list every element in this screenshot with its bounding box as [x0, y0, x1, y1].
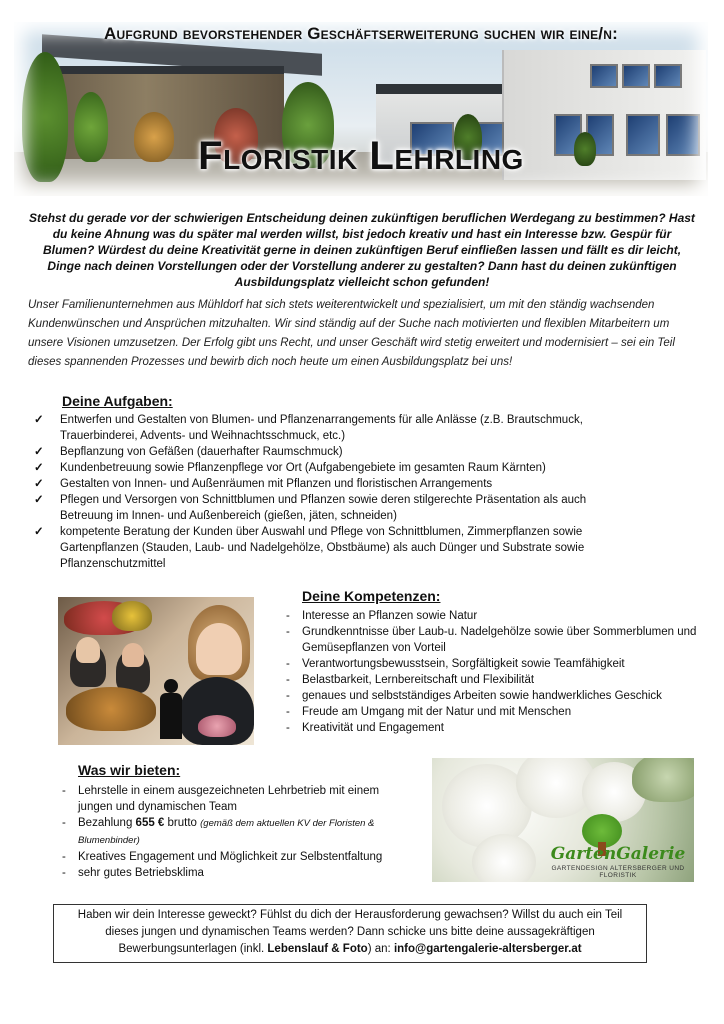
intro-paragraph: Unser Familienunternehmen aus Mühldorf hat sich stets weiterentwickelt und spezialisiert, um mit den ständig wachsenden Kundenwünschen und Ansprüchen mitzuhalten. Wir sind ständig auf der Suche nach motivierten und flexiblen Mitarbeitern um unsere Visionen umzusetzen. Der Erfolg gibt uns Recht, und unser Geschäft wird stetig erweitert und modernisiert – sei ein Teil dieses spannenden Prozesses und bewirb dich noch heute um einen Ausbildungsplatz bei uns! — [28, 299, 675, 368]
offer-heading-text: Was wir bieten: — [78, 762, 181, 778]
competence-text: Interesse an Pflanzen sowie Natur — [302, 610, 478, 622]
salary-note: (gemäß dem aktuellen KV der Floristen & Blumenbinder) — [78, 818, 375, 846]
tasks-heading-text: Deine Aufgaben: — [62, 393, 173, 409]
competence-text: Grundkenntnisse über Laub-u. Nadelgehölze sowie über Sommerblumen und Gemüsepflanzen von Vorteil — [302, 626, 697, 654]
competence-text: Verantwortungsbewusstsein, Sorgfältigkeit sowie Teamfähigkeit — [302, 658, 625, 670]
logo-name: GartenGalerie — [550, 844, 686, 864]
salary-prefix: Bezahlung — [78, 817, 136, 829]
task-text: Kundenbetreuung sowie Pflanzenpflege vor Ort (Aufgabengebiete im gesamten Raum Kärnten) — [60, 462, 546, 474]
list-item — [286, 720, 716, 736]
checkmark-icon: ✓ — [34, 414, 44, 426]
list-item — [34, 524, 634, 572]
checkmark-icon: ✓ — [34, 478, 44, 490]
dash-bullet: - — [286, 610, 290, 622]
offer-heading — [78, 762, 180, 778]
dash-bullet: - — [286, 722, 290, 734]
company-logo — [548, 814, 688, 878]
dash-bullet: - — [286, 626, 290, 638]
competences-heading — [302, 588, 440, 604]
tasks-heading — [62, 393, 173, 409]
checkmark-icon: ✓ — [34, 494, 44, 506]
salary-suffix: brutto — [164, 817, 201, 829]
offer-list — [62, 783, 402, 881]
dash-bullet: - — [286, 658, 290, 670]
list-item — [62, 815, 402, 849]
dash-bullet: - — [62, 785, 66, 797]
dash-bullet: - — [62, 817, 66, 829]
list-item — [286, 688, 716, 704]
contact-email-link[interactable]: info@gartengalerie-altersberger.at — [393, 943, 582, 955]
tasks-list — [34, 412, 634, 572]
contact-box — [53, 904, 647, 963]
intro-bold-paragraph: Stehst du gerade vor der schwierigen Entscheidung deinen zukünftigen beruflichen Werdegang zu bestimmen? Hast du keine Ahnung was du später mal werden willst, bist jedoch kreativ und hast ein Interesse bzw. Gespür für Blumen? Würdest du deine Kreativität gerne in deinen zukünftigen Beruf einfließen lassen und fällt es dir leicht, Dinge nach deinen Vorstellungen oder der Vorstellung anderer zu gestalten? Dann hast du deinen zukünftigen Ausbildungsplatz vielleicht schon gefunden! — [29, 211, 695, 289]
dash-bullet: - — [286, 690, 290, 702]
competence-text: genaues und selbstständiges Arbeiten sowie handwerkliches Geschick — [302, 690, 662, 702]
list-item — [286, 704, 716, 720]
contact-bold: Lebenslauf & Foto — [267, 943, 368, 955]
competence-text: Belastbarkeit, Lernbereitschaft und Flexibilität — [302, 674, 535, 686]
competences-heading-text: Deine Kompetenzen: — [302, 588, 441, 604]
list-item — [286, 656, 716, 672]
task-text: Pflegen und Versorgen von Schnittblumen und Pflanzen sowie deren stilgerechte Präsentation als auch Betreuung im Innen- und Außenbereich (gießen, jäten, schneiden) — [60, 494, 587, 522]
list-item — [34, 492, 634, 524]
dash-bullet: - — [286, 706, 290, 718]
page-title: Floristik Lehrling — [198, 134, 524, 178]
competences-list — [286, 608, 716, 736]
task-text: kompetente Beratung der Kunden über Auswahl und Pflege von Schnittblumen, Zimmerpflanzen sowie Gartenpflanzen (Stauden, Laub- und Nadelgehölze, Obstbäume) als auch Dünger und Substrate sowie Pflanzenschutzmittel — [60, 526, 585, 570]
list-item — [34, 412, 634, 444]
checkmark-icon: ✓ — [34, 446, 44, 458]
offer-text: Kreatives Engagement und Möglichkeit zur Selbstentfaltung — [78, 851, 383, 863]
dash-bullet: - — [62, 851, 66, 863]
flowers-photo — [432, 758, 694, 882]
task-text: Entwerfen und Gestalten von Blumen- und Pflanzenarrangements für alle Anlässe (z.B. Brautschmuck, Trauerbinderei, Advents- und Weihnachtsschmuck, etc.) — [60, 414, 583, 442]
task-text: Bepflanzung von Gefäßen (dauerhafter Raumschmuck) — [60, 446, 343, 458]
salary-amount: 655 € — [135, 817, 165, 829]
team-photo — [58, 597, 254, 745]
task-text: Gestalten von Innen- und Außenräumen mit Pflanzen und floristischen Arrangements — [60, 478, 493, 490]
competence-text: Freude am Umgang mit der Natur und mit Menschen — [302, 706, 572, 718]
contact-text-end: ) an: — [367, 943, 394, 955]
header-headline: Aufgrund bevorstehender Geschäftserweiterung suchen wir eine/n: — [104, 24, 618, 43]
list-item — [62, 783, 402, 815]
list-item — [34, 444, 634, 460]
logo-subtitle: GARTENDESIGN ALTERSBERGER UND FLORISTIK — [551, 865, 685, 879]
checkmark-icon: ✓ — [34, 462, 44, 474]
list-item — [34, 476, 634, 492]
checkmark-icon: ✓ — [34, 526, 44, 538]
offer-text: sehr gutes Betriebsklima — [78, 867, 204, 879]
list-item — [62, 865, 402, 881]
competence-text: Kreativität und Engagement — [302, 722, 444, 734]
list-item — [286, 672, 716, 688]
list-item — [34, 460, 634, 476]
salary-text — [78, 815, 402, 849]
list-item — [286, 624, 716, 656]
contact-text: Haben wir dein Interesse geweckt? Fühlst du dich der Herausforderung gewachsen? Willst du auch ein Teil dieses jungen und dynamischen Teams werden? Dann schicke uns bitte deine aussagekräftigen Bewerbungsunterlagen (inkl. — [77, 909, 623, 955]
dash-bullet: - — [62, 867, 66, 879]
dash-bullet: - — [286, 674, 290, 686]
offer-text: Lehrstelle in einem ausgezeichneten Lehrbetrieb mit einem jungen und dynamischen Team — [78, 785, 380, 813]
list-item — [62, 849, 402, 865]
list-item — [286, 608, 716, 624]
